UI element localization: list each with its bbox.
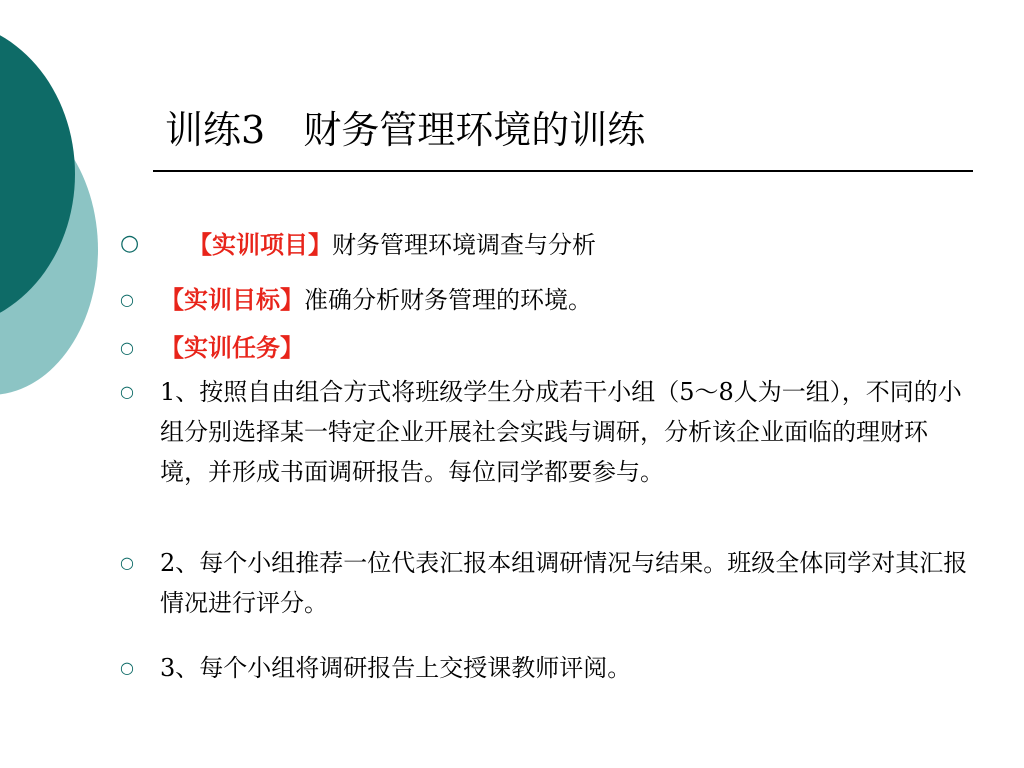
item-body: 准确分析财务管理的环境。: [304, 286, 592, 314]
hollow-circle-icon: ○: [120, 290, 134, 309]
list-item-goal: [120, 280, 970, 320]
title-underline: [153, 170, 973, 172]
item-text: [160, 280, 970, 320]
list-item-task-heading: [120, 328, 970, 368]
title-number: 训练3: [165, 108, 266, 152]
item-body: 1、按照自由组合方式将班级学生分成若干小组（5～8人为一组），不同的小组分别选择某一特定企业开展社会实践与调研，分析该企业面临的理财环境，并形成书面调研报告。每位同学都要参与。: [160, 378, 962, 486]
item-body: 3、每个小组将调研报告上交授课教师评阅。: [160, 654, 632, 682]
item-text: [188, 225, 970, 265]
slide-title: [165, 102, 645, 158]
item-body: 2、每个小组推荐一位代表汇报本组调研情况与结果。班级全体同学对其汇报情况进行评分。: [160, 549, 968, 617]
title-text: 财务管理环境的训练: [303, 108, 646, 152]
list-item-project: [120, 225, 970, 265]
list-item-task-2: [120, 543, 970, 623]
item-tag: 【实训项目】: [188, 231, 332, 259]
hollow-circle-icon: ○: [120, 658, 134, 677]
list-item-task-3: [120, 648, 970, 688]
hollow-circle-icon: ○: [120, 231, 140, 256]
hollow-circle-icon: ○: [120, 553, 134, 572]
hollow-circle-icon: ○: [120, 382, 134, 401]
item-text: [160, 328, 970, 368]
item-tag: 【实训任务】: [160, 334, 304, 362]
list-item-task-1: [120, 372, 970, 492]
item-body: 财务管理环境调查与分析: [332, 231, 596, 259]
hollow-circle-icon: ○: [120, 338, 134, 357]
item-tag: 【实训目标】: [160, 286, 304, 314]
